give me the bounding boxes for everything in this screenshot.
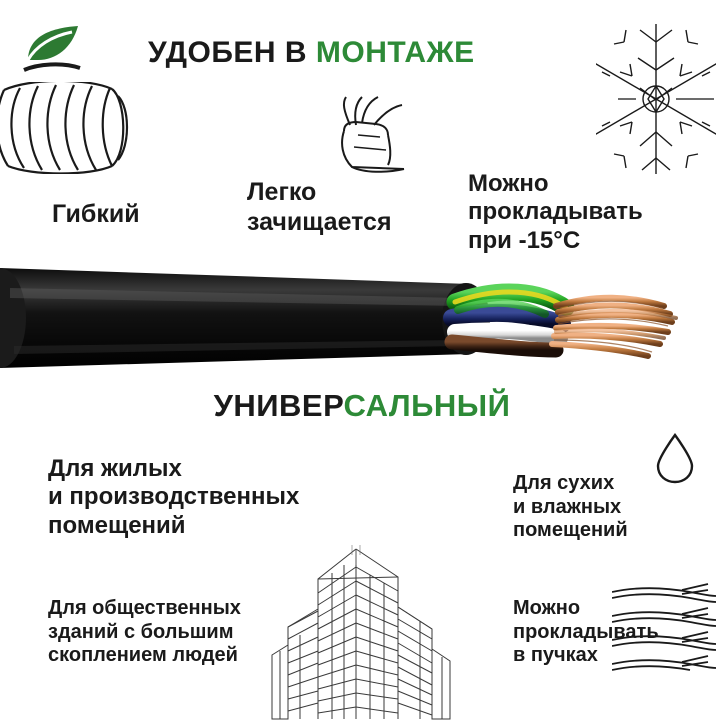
caption-bundle-install xyxy=(513,597,713,668)
caption-living-line1: Для жилых xyxy=(48,455,182,482)
caption-cold-line1: Можно xyxy=(468,170,549,197)
caption-public-line2: зданий с большим xyxy=(48,620,234,643)
leaf-logo-icon xyxy=(22,24,84,76)
universal-part1: УНИВЕР xyxy=(213,388,344,423)
page-title-part1: УДОБЕН В xyxy=(148,36,316,69)
caption-stripping xyxy=(247,178,447,237)
caption-flexible xyxy=(52,200,140,230)
power-cable-photo xyxy=(0,262,724,374)
caption-public-line3: скоплением людей xyxy=(48,644,238,667)
caption-bundle-line1: Можно xyxy=(513,597,581,619)
caption-dry-line1: Для сухих xyxy=(513,472,615,494)
caption-dry-line2: и влажных xyxy=(513,495,622,518)
caption-public-line1: Для общественных xyxy=(48,597,241,619)
caption-stripping-line2: зачищается xyxy=(247,207,392,236)
caption-stripping-line1: Легко xyxy=(247,178,317,206)
page-title xyxy=(148,36,598,69)
stripped-cable-icon xyxy=(330,95,422,173)
caption-living-line2: и производственных xyxy=(48,483,300,511)
caption-cold-install xyxy=(468,170,698,255)
caption-dry-wet xyxy=(513,472,703,543)
caption-cold-line2: прокладывать xyxy=(468,198,643,226)
caption-bundle-line2: прокладывать xyxy=(513,620,659,643)
snowflake-icon xyxy=(596,14,716,184)
flexible-tube-icon xyxy=(0,82,148,174)
caption-living-premises xyxy=(48,455,448,540)
caption-cold-line3: при -15°C xyxy=(468,226,581,254)
caption-living-line3: помещений xyxy=(48,511,186,539)
page-title-part2: МОНТАЖЕ xyxy=(315,36,475,69)
caption-public-buildings xyxy=(48,597,348,668)
universal-part2: САЛЬНЫЙ xyxy=(343,388,511,423)
caption-flexible-line1: Гибкий xyxy=(52,200,140,228)
caption-bundle-line3: в пучках xyxy=(513,644,598,667)
caption-dry-line3: помещений xyxy=(513,519,628,542)
section-title-universal xyxy=(0,388,724,424)
